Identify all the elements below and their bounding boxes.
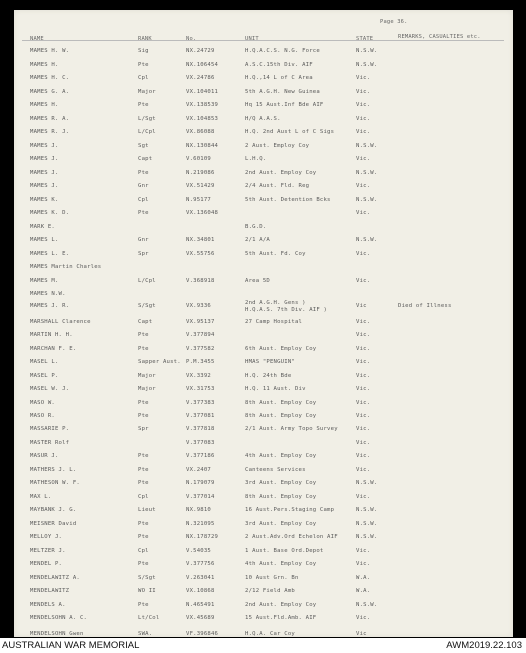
entry-number: VF.396846 [186,631,219,637]
entry-name: MENDELSOHN A. C. [30,615,88,621]
entry-number: V.377894 [186,332,215,338]
entry-unit: 2nd A.G.H. Gens ) [245,300,306,306]
page-number: Page 36. [380,19,408,25]
entry-rank: Sgt [138,143,149,149]
entry-unit: 10 Aust Grn. Bn [245,575,299,581]
entry-name: MAMES L. [30,237,59,243]
entry-unit: 2 Aust.Adv.Ord Echelon AIF [245,534,338,540]
header-rule [22,40,504,41]
entry-state: N.S.W. [356,62,378,68]
entry-number: VX.51429 [186,183,215,189]
entry-number: NX.34801 [186,237,215,243]
entry-unit: 5th Aust. Detention Bcks [245,197,331,203]
entry-name: MASEL W. J. [30,386,70,392]
entry-state: N.S.W. [356,480,378,486]
entry-unit: 8th Aust. Employ Coy [245,400,317,406]
entry-state: Vic. [356,467,371,473]
entry-number: VX.95137 [186,319,215,325]
entry-name: MASTER Rolf [30,440,70,446]
entry-name: MASO W. [30,400,55,406]
entry-number: VX.136048 [186,210,219,216]
entry-name: MAX L. [30,494,52,500]
institution-name: AUSTRALIAN WAR MEMORIAL [2,640,140,651]
entry-state: N.S.W. [356,197,378,203]
entry-state: Vic. [356,102,371,108]
entry-unit: 2/1 Aust. Army Topo Survey [245,426,338,432]
entry-state: N.S.W. [356,602,378,608]
entry-unit: 8th Aust. Employ Coy [245,413,317,419]
entry-number: V.377756 [186,561,215,567]
entry-state: W.A. [356,588,371,594]
entry-rank: Lt/Col [138,615,160,621]
entry-unit: Canteens Services [245,467,306,473]
entry-number: V.377383 [186,400,215,406]
entry-name: MAMES H. W. [30,48,70,54]
entry-name: MENDELAWITZ [30,588,70,594]
entry-name: MAMES J. [30,170,59,176]
entry-number: VX.55756 [186,251,215,257]
entry-unit: Area 5D [245,278,270,284]
entry-name: MAMES H. [30,102,59,108]
entry-number: V.377818 [186,426,215,432]
entry-unit: 2/1 A/A [245,237,270,243]
entry-name: MENDELAWITZ A. [30,575,80,581]
entry-unit: 6th Aust. Employ Coy [245,346,317,352]
archive-reference: AWM2019.22.103 [446,640,522,651]
entry-number: P.M.3455 [186,359,215,365]
entry-rank: SWA. [138,631,153,637]
entry-unit: 2nd Aust. Employ Coy [245,602,317,608]
entry-name: MARSHALL Clarence [30,319,91,325]
entry-number: NX.106454 [186,62,219,68]
entry-unit: 16 Aust.Pers.Staging Camp [245,507,335,513]
entry-unit: H/Q A.A.S. [245,116,281,122]
entry-unit: 3rd Aust. Employ Coy [245,521,317,527]
entry-state: Vic [356,631,367,637]
entry-rank: Cpl [138,197,149,203]
entry-name: MATHESON W. F. [30,480,80,486]
entry-unit: 2 Aust. Employ Coy [245,143,310,149]
entry-rank: Spr [138,426,149,432]
entry-rank: Cpl [138,548,149,554]
entry-number: VX.31753 [186,386,215,392]
entry-state: Vic. [356,548,371,554]
entry-rank: Sapper Aust. [138,359,181,365]
entry-state: N.S.W. [356,521,378,527]
entry-number: N.219086 [186,170,215,176]
entry-number: VX.3392 [186,373,211,379]
entry-number: V.368918 [186,278,215,284]
entry-unit: H.Q. 24th Bde [245,373,292,379]
entry-number: VX.104011 [186,89,219,95]
entry-rank: Major [138,386,156,392]
entry-name: MAMES Martin Charles [30,264,102,270]
entry-unit: Hq 15 Aust.Inf Bde AIF [245,102,324,108]
entry-state: Vic. [356,373,371,379]
entry-unit: 2nd Aust. Employ Coy [245,170,317,176]
header-rank: RANK [138,36,152,42]
entry-name: MASUR J. [30,453,59,459]
entry-unit: H.Q. 2nd Aust L of C Sigs [245,129,335,135]
entry-name: MARK E. [30,224,55,230]
entry-rank: Pte [138,453,149,459]
entry-name: MELTZER J. [30,548,66,554]
entry-unit: 5th Aust. Fd. Coy [245,251,306,257]
entry-name: MAMES R. A. [30,116,70,122]
entry-rank: S/Sgt [138,303,156,309]
entry-number: V.377582 [186,346,215,352]
entry-unit: L.H.Q. [245,156,267,162]
entry-name: MAYBANK J. G. [30,507,77,513]
entry-rank: Gnr [138,183,149,189]
entry-rank: Cpl [138,75,149,81]
entry-name: MENDEL P. [30,561,63,567]
entry-rank: Major [138,373,156,379]
entry-rank: Pte [138,62,149,68]
entry-unit: 4th Aust. Employ Coy [245,453,317,459]
entry-rank: Pte [138,413,149,419]
entry-name: MATHERS J. L. [30,467,77,473]
entry-rank: Pte [138,346,149,352]
entry-unit: 1 Aust. Base Ord.Depot [245,548,324,554]
entry-number: VX.45689 [186,615,215,621]
entry-state: Vic. [356,278,371,284]
header-unit: UNIT [245,36,259,42]
entry-state: Vic. [356,75,371,81]
entry-rank: L/Sgt [138,116,156,122]
entry-state: Vic. [356,494,371,500]
entry-rank: Pte [138,561,149,567]
entry-rank: Spr [138,251,149,257]
entry-unit: 2/4 Aust. Fld. Reg [245,183,310,189]
entry-unit: A.S.C.15th Div. AIF [245,62,313,68]
entry-number: V.377014 [186,494,215,500]
entry-name: MAMES K. [30,197,59,203]
entry-rank: WO II [138,588,156,594]
entry-name: MASO R. [30,413,55,419]
entry-rank: Pte [138,332,149,338]
entry-state: Vic. [356,440,371,446]
entry-unit: 15 Aust.Fld.Amb. AIF [245,615,317,621]
entry-rank: Pte [138,102,149,108]
entry-name: MAMES N.W. [30,291,66,297]
entry-rank: L/Cpl [138,278,156,284]
entry-unit: H.Q.,14 L of C Area [245,75,313,81]
entry-name: MAMES J. [30,143,59,149]
header-remarks: REMARKS, CASUALTIES etc. [398,34,481,40]
entry-name: MARCHAN F. E. [30,346,77,352]
entry-number: VX.24786 [186,75,215,81]
entry-number: VX.9336 [186,303,211,309]
entry-number: VX.2407 [186,467,211,473]
entry-unit: H.Q. 11 Aust. Div [245,386,306,392]
entry-number: N.179079 [186,480,215,486]
entry-unit: B.G.D. [245,224,267,230]
entry-state: Vic. [356,332,371,338]
entry-rank: Pte [138,602,149,608]
entry-unit: HMAS "PENGUIN" [245,359,295,365]
entry-number: VX.86088 [186,129,215,135]
entry-name: MELLOY J. [30,534,63,540]
entry-number: N.465491 [186,602,215,608]
entry-name: MAMES J. [30,156,59,162]
entry-state: Vic. [356,89,371,95]
entry-number: VX.138539 [186,102,219,108]
entry-unit: 5th A.G.H. New Guinea [245,89,320,95]
entry-rank: Pte [138,534,149,540]
entry-name: MAMES G. A. [30,89,70,95]
entry-rank: Pte [138,467,149,473]
entry-rank: L/Cpl [138,129,156,135]
entry-number: NX.178729 [186,534,219,540]
entry-name: MAMES J. [30,183,59,189]
entry-number: V.263041 [186,575,215,581]
entry-unit: 8th Aust. Employ Coy [245,494,317,500]
entry-state: Vic. [356,615,371,621]
entry-rank: Gnr [138,237,149,243]
entry-state: N.S.W. [356,170,378,176]
entry-state: Vic. [356,561,371,567]
entry-state: Vic. [356,400,371,406]
entry-state: Vic. [356,386,371,392]
entry-rank: Cpl [138,494,149,500]
entry-state: N.S.W. [356,534,378,540]
entry-number: V.377081 [186,413,215,419]
entry-name: MAMES H. [30,62,59,68]
entry-state: W.A. [356,575,371,581]
entry-name: MASSARIE P. [30,426,70,432]
entry-state: Vic. [356,251,371,257]
entry-number: NX.9810 [186,507,211,513]
entry-number: VX.104853 [186,116,219,122]
entry-unit: 3rd Aust. Employ Coy [245,480,317,486]
entry-name: MAMES M. [30,278,59,284]
entry-name: MARTIN H. H. [30,332,73,338]
entry-state: N.S.W. [356,237,378,243]
entry-state: Vic [356,303,367,309]
entry-unit: H.Q.A.C.S. N.G. Force [245,48,320,54]
entry-number: VX.10868 [186,588,215,594]
header-state: STATE [356,36,374,42]
entry-rank: Sig [138,48,149,54]
entry-name: MAMES J. R. [30,303,70,309]
entry-rank: Pte [138,480,149,486]
entry-state: N.S.W. [356,143,378,149]
entry-rank: Capt [138,319,153,325]
entry-state: Vic. [356,346,371,352]
entry-name: MENDELSOHN Gwen [30,631,84,637]
entry-unit: 27 Camp Hospital [245,319,303,325]
entry-rank: Capt [138,156,153,162]
header-name: NAME [30,36,44,42]
entry-state: Vic. [356,210,371,216]
header-number: No. [186,36,197,42]
entry-unit: 4th Aust. Employ Coy [245,561,317,567]
entry-rank: Pte [138,210,149,216]
entry-name: MAMES H. C. [30,75,70,81]
entry-number: NX.130844 [186,143,219,149]
entry-state: N.S.W. [356,48,378,54]
entry-unit: 2/12 Field Amb [245,588,295,594]
entry-name: MENDELS A. [30,602,66,608]
entry-name: MEISNER David [30,521,77,527]
entry-state: Vic. [356,319,371,325]
entry-rank: Major [138,89,156,95]
entry-rank: Pte [138,170,149,176]
entry-number: N.321095 [186,521,215,527]
entry-name: MASEL P. [30,373,59,379]
entry-rank: Lieut [138,507,156,513]
entry-state: N.S.W. [356,507,378,513]
entry-number: NX.24729 [186,48,215,54]
entry-rank: Pte [138,521,149,527]
entry-rank: S/Sgt [138,575,156,581]
entry-number: V.377083 [186,440,215,446]
entry-name: MASEL L. [30,359,59,365]
entry-state: Vic. [356,453,371,459]
entry-state: Vic. [356,183,371,189]
entry-rank: Pte [138,400,149,406]
entry-name: MAMES R. J. [30,129,70,135]
entry-name: MAMES K. D. [30,210,70,216]
entry-number: V.377186 [186,453,215,459]
entry-unit: H.Q.A.S. 7th Div. AIF ) [245,307,328,313]
entry-state: Vic. [356,413,371,419]
entry-state: Vic. [356,116,371,122]
entry-number: V.54035 [186,548,211,554]
entry-remarks: Died of Illness [398,303,452,309]
register-page [14,10,513,637]
entry-state: Vic. [356,129,371,135]
entry-state: Vic. [356,156,371,162]
entry-name: MAMES L. E. [30,251,70,257]
entry-state: Vic. [356,359,371,365]
entry-number: V.60109 [186,156,211,162]
entry-state: Vic. [356,426,371,432]
entry-unit: H.Q.A. Car Coy [245,631,295,637]
entry-number: N.95177 [186,197,211,203]
archive-footer [0,638,526,653]
